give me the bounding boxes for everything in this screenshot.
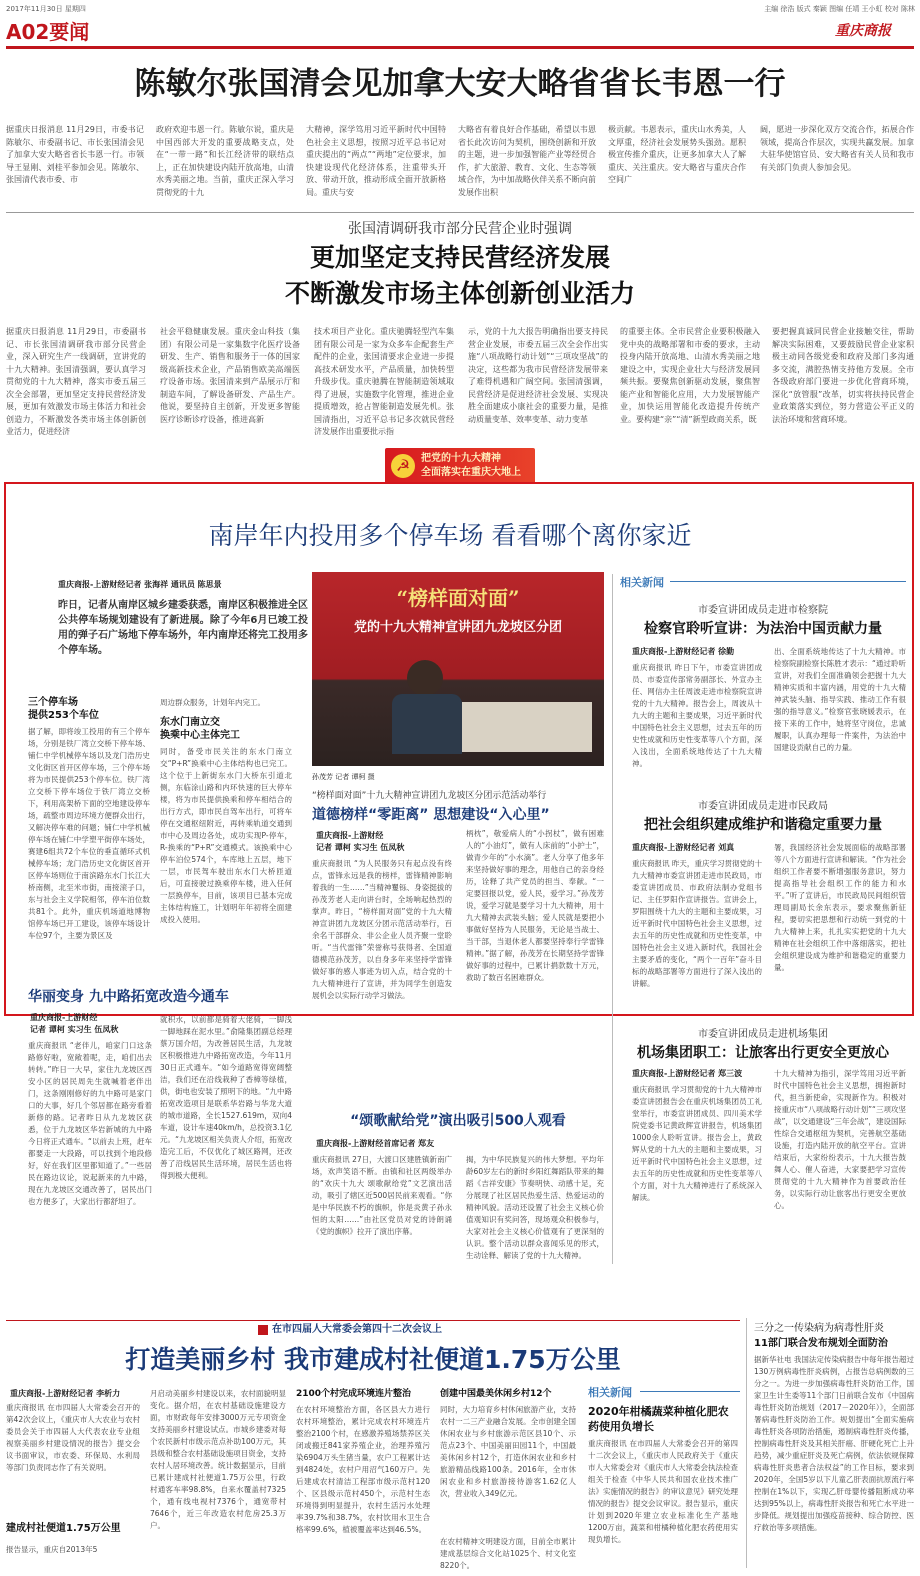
- village-related-headline: 2020年柑橘蔬菜种植化肥农药使用负增长: [588, 1405, 729, 1433]
- related-2-col1: 重庆商报讯 昨天，重庆学习贯彻党的十九大精神市委宣讲团走进市民政局，市委宣讲团成员、市政府法制办党组书记、主任罗阳作宣讲报告。宣讲会上，罗阳围绕十九大的主题和主要成果，习近平新时代中国特色社会主义思想，过去五年的历史性成就和历史性变革，中国特色社会主义进入新时代，我国社会主要矛盾的变化，“两个一百年”奋斗目标的战略部署等方面进行了深入浅出的讲解。: [632, 859, 762, 988]
- song-col1: 重庆商报讯 27日，大渡口区建胜镇新南广场，欢声笑语不断。由镇和社区两级举办的“欢庆十九大 颂歌献给党”文艺演出活动，吸引了辖区近500居民前来观看。“你是中华民族不朽的旗帜，你是炎黄子孙永恒的太阳……”由社区党员对党的诗朗诵《党的旗帜》拉开了演出序幕。: [312, 1155, 452, 1236]
- related-3-byline: 重庆商报-上游财经记者 郑三波: [632, 1069, 743, 1078]
- village-kicker: 在市四届人大常委会第四十二次会议上: [272, 1324, 442, 1335]
- banner-line-1: 把党的十九大精神: [421, 453, 501, 464]
- related-2-byline: 重庆商报-上游财经记者 刘真: [632, 843, 735, 852]
- second-story-col3: 技术项目产业化。重庆驰腾轻型汽车集团有限公司是一家为众多车企配套生产配件的企业，张国清要求企业进一步提高技术研发水平，产品质量，加快转型升级步伐。重庆驰腾在智能制造领域取得了进展，实施数字化管理，推进企业提质增效，抢占智能制造发展先机。张国清指出，习近平总书记多次就民营经济发展作出重要批示指: [314, 327, 454, 436]
- village-col1: 重庆商报讯 在市四届人大常委会召开的第42次会议上，《重庆市人大农业与农村委员会关于市四届人大代表农业专业组视察美丽乡村建设情况的报告》提交会议书面审议，市农委、环保局、水利局等部门负责同志作了有关说明。: [6, 1403, 140, 1472]
- village-col4: 同时，大力培育乡村休闲旅游产业，支持农村一二三产业融合发展。全市创建全国休闲农业与乡村旅游示范区县10个、示范点23个、中国美丽田园11个，中国最美休闲乡村12个，打造休闲农业和乡村旅游精品线路100条。2016年，全市休闲农业和乡村旅游接待游客1.62亿人次，营业收入349亿元。: [440, 1405, 576, 1498]
- parking-col2-top: 周边群众服务，计划年内完工。: [160, 698, 265, 707]
- top-headline: 陈敏尔张国清会见加拿大安大略省省长韦恩一行: [134, 66, 786, 102]
- related-2-kicker: 市委宣讲团成员走进市民政局: [698, 801, 828, 812]
- village-subhead-3: 创建中国最美休闲乡村12个: [440, 1389, 552, 1399]
- village-related-body: 重庆商报讯 在市四届人大常委会召开的第四十二次会议上，《重庆市人民政府关于《重庆市人大常委会对《重庆市人大常委会执法检查组关于检查《中华人民共和国农业技术推广法》实施情况的报告》的审议意见》研究处理情况的报告》提交会议审议。报告显示，重庆计划到2020年建立农业标准化生产基地1200万亩，蔬菜和柑橘种植化肥农药使用实现负增长。: [588, 1439, 738, 1544]
- road-headline: 华丽变身 九中路拓宽改造今通车: [28, 989, 229, 1005]
- parking-col1: 据了解，即将竣工投用的有三个停车场，分别是铁厂湾立交桥下停车场、铺仁中学机械停车场以及龙门浩历史文化街区首开区停车场，三个停车场将为市民提供253个停车位。铁厂湾立交桥下停车场位于铁厂湾立交桥下，利用高架桥下面的空地建设停车场，疏整市周边环境方便群众出行，又解决停车难的问题；铺仁中学机械停车场在铺仁中学塑平街停车场处，赛建6组共72个车位的垂直循环式机械停车场；龙门浩历史文化街区首开区停车场则位于南滨路东水门长江大桥南侧，北至米市街，南接滚子口，东与社会主义学院相邻，停车泊位数共81个。此外，重庆机场道地博物馆停车场已开工建设，该停车场设计车位97个，主要为景区及: [28, 727, 150, 940]
- related-3-headline: 机场集团职工：让旅客出行更安全更放心: [637, 1045, 889, 1061]
- epidemic-headline: 11部门联合发布规划全面防治: [754, 1338, 888, 1349]
- party-emblem-icon: ☭: [391, 454, 415, 478]
- related-1-byline: 重庆商报-上游财经记者 徐勤: [632, 647, 735, 656]
- related-1-col1: 重庆商报讯 昨日下午，市委宣讲团成员、市委宣传部常务副部长、外宣办主任、网信办主任周波走进市检察院宣讲党的十九大精神。报告会上，周波从十九大的主题和主要成果，习近平新时代中国特色社会主义思想，过去五年的历史性成就和历史性变革等八个方面，深入浅出，全面系统地传达了十九大精神。: [632, 663, 762, 768]
- section-label: A02要闻: [6, 20, 90, 44]
- second-story-col5: 的重要主体。全市民营企业要积极融入党中央的战略部署和市委的要求，主动投身内陆开放高地、山清水秀美丽之地建设之中，实现企业壮大与经济发展同频共振。要聚焦创新驱动发展，聚焦智能产业和智能化应用，大力发展智能产业，加快运用智能化改造提升传统产业。要构建“亲”“清”新型政商关系，既: [620, 327, 760, 424]
- campaign-banner: [385, 448, 535, 484]
- village-related-label: 相关新闻: [588, 1386, 632, 1399]
- related-3-col1: 重庆商报讯 学习贯彻党的十九大精神市委宣讲团报告会在重庆机场集团员工礼堂举行，市委宣讲团成员、四川美术学院党委书记黄政辉宣讲报告，机场集团1000余人聆听宣讲。报告会上，黄政辉从党的十九大的主题和主要成果，习近平新时代中国特色社会主义思想，过去五年的历史性成就和历史性变革等八个方面，对十九大精神进行了系统深入解读。: [632, 1085, 762, 1202]
- road-col1: 重庆商报讯 “老伴儿，咱家门口这条路修好啦，宽敞着呢，走，咱们出去转转。”昨日一大早，家住九龙坡区西安小区的居民周先生就喊着老伴出门，这条刚刚修好的九中路可是家门口的大事，好几个邻居都在路旁看着新修的路。记者昨日从九龙坡区获悉，位于九龙坡区华岩新城的九中路今日将正式通车。“以前去上班，赶车都要走一大段路，可以找到个地段修好，好在我们区里都知道了。”一些居民在路边议论，说起新来的九中路，现在九龙坡区交通改善了，居民出门也方便多了，大家出行都舒坦了。: [28, 1041, 152, 1206]
- second-story-col1: 据重庆日报消息 11月29日，市委副书记、市长张国清调研我市部分民营企业，深入研究生产一线调研，宣讲党的十九大精神。张国清强调，要认真学习贯彻党的十九大精神，落实市委五届三次全会部署，更加坚定支持民营经济发展，更加有效激发市场主体活力和社会创造力，不断激发各类市场主体创新创业活力，促进经济: [6, 327, 146, 436]
- second-story-col2: 社会平稳健康发展。重庆金山科技（集团）有限公司是一家集数字化医疗设备研发、生产、销售和服务于一体的国家级高新技术企业，产品销售欧美高端医疗设备市场。张国清来到产品展示厅和制造车间，了解设备研发、产品生产。他说，要坚持自主创新，开发更多智能医疗诊断诊疗设备，推进高新: [160, 327, 300, 424]
- second-story-col4: 示，党的十九大报告明确指出要支持民营企业发展，市委五届三次全会作出实施“八项战略行动计划”“三项攻坚战”的决定，这些都为我市民营经济发展带来了难得机遇和广阔空间。张国清强调，民营经济是促进经济社会发展、实现决胜全面建成小康社会的重要力量，是推动质量变革、效率变革、动力变革: [468, 327, 608, 424]
- parking-subhead-2: 东水门南立交 换乘中心主体完工: [160, 717, 240, 741]
- square-bullet-icon: [258, 1325, 268, 1335]
- village-rule: [6, 1320, 740, 1321]
- village-col2: 月启动美丽乡村建设以来，农村面貌明显变化。据介绍，在农村基础设施建设方面，市财政每年安排3000万元专项资金支持美丽乡村建设试点。市城乡建委对每个农民新村市级示范点补助100万元，其县级和整合农村基础设施项目资金，支持农村人居环境改善。统计数据显示，目前已累计建成村社便道1.75万公里，行政村通客车率98.8%，自来水覆盖村7325个，通有线电视村7376个，通宽带村7646个，近三年改造农村危房25.3万户。: [150, 1389, 286, 1530]
- photo-slogan: “榜样面对面”: [396, 586, 520, 610]
- second-kicker: 张国清调研我市部分民营企业时强调: [348, 221, 572, 237]
- song-col2: 揭，为中华民族复兴的伟大梦想。平均年龄60岁左右的新时乡阳红舞蹈队带来的舞蹈《吉祥安康》节奏明快、动感十足，充分展现了社区居民热爱生活、热爱运动的精神风貌。活动还设置了社会主义核心价值观知识有奖问答，现场观众积极参与，大家对社会主义核心价值观有了更深刻的认识。整个活动以群众喜闻乐见的形式，生动诠释、解读了党的十九大精神。: [466, 1155, 604, 1260]
- epidemic-kicker: 三分之一传染病为病毒性肝炎: [754, 1323, 884, 1334]
- second-headline-2: 不断激发市场主体创新创业活力: [284, 279, 635, 308]
- model-col2: 柄枕”，敬爱病人的“小拐杖”，做有困难人的“小油灯”，做有人床前的“小护士”，做青少年的“小水滴”。老人分享了他多年来坚持做好事的理念，用他自己的亲身经历，诠释了共产党员的担当、奉献。“一定要回报以党，爱人民，爱学习。”孙茂芳说，爱学习就是要学习十九大精神，用十九大精神去武装头脑；爱人民就是要把小事做好坚持为人民服务，无论是当战士、当干部，当退休老人都要坚持奉行学雷锋精神。”据了解，孙茂芳在长期坚持学雷锋做好事的过程中，已累计捐款数十万元，救助了数百名困难群众。: [466, 829, 604, 982]
- top-story-col2: 政府欢迎韦恩一行。陈敏尔说，重庆是中国西部大开发的重要战略支点，处在“一带一路”和长江经济带的联结点上，正在加快建设内陆开放高地，山清水秀美丽之地。当前，重庆正深入学习贯彻党的十九: [156, 125, 294, 197]
- village-byline: 重庆商报-上游财经记者 李析力: [10, 1389, 121, 1398]
- related-2-col2: 署，我国经济社会发展面临的战略部署等八个方面进行宣讲和解读。“作为社会组织工作者要不断增强服务意识，努力提高指导社会组织工作的能力和水平。”听了宣讲后，市民政局民间组织管理局副局长余东表示，要求聚焦新征程，要切实把思想和行动统一到党的十九大精神上来，扎扎实实把党的十九大精神在社会组织工作中落细落实，把社会组织建设成为维护和谐稳定的重要力量。: [774, 843, 906, 972]
- speaker-body: [392, 694, 462, 754]
- road-col2: 就积水，以前都是骑着大佬骑，一脚浅一脚地踩在泥水里。”俞隆集团副总经理蔡万国介绍，为改善居民生活，九龙坡区积极推进九中路拓宽改造，今年11月30日正式通车。“如今道路宽得宽阔整洁，我们还在沿线栽种了香樟等绿植，供，街电也安装了照明下的地。“九中路拓宽改造项目是联系华岩路与华龙大道的城市道路，全长1527.619m，双向4车道，设计车速40km/h，总投资3.1亿元。“九龙坡区相关负责人介绍，拓宽改造完工后，不仅优化了城区路网，还改善了沿线居民生活环境，居民生活也将得到极大便利。: [160, 1015, 292, 1180]
- editors-credit: 主编 徐浩 版式 秦颖 图编 任靖 王小虹 校对 陈林: [764, 5, 915, 13]
- related-3-col2: 十九大精神为指引，深学笃用习近平新时代中国特色社会主义思想，拥抱新时代，担当新使命，实现新作为。积极对接重庆市“八项战略行动计划”“三项攻坚战”，以交通建设“三年会战”，建设国际性综合交通枢纽为契机，完善航空基础设施，打造内陆开放的航空平台。宣讲结束后，大家纷纷表示，十九大报告鼓舞人心、催人奋进，大家要把学习宣传贯彻党的十九大精神作为首要政治任务，以实际行动让旅客出行更安全更放心。: [774, 1069, 906, 1210]
- banner-line-2: 全面落实在重庆大地上: [421, 467, 521, 478]
- village-subhead-2: 2100个村完成环境连片整治: [296, 1389, 412, 1399]
- road-byline: 重庆商报-上游财经 记者 谭柯 实习生 伍凤秋: [30, 1013, 119, 1034]
- related-rule: [670, 581, 906, 582]
- top-story-col4: 大略省有着良好合作基础，希望以韦恩省长此次访问为契机，围绕创新和开放的主题，进一步加强智能产业等经贸合作，扩大旅游、教育、文化、生态等领域合作，为中加战略伙伴关系不断向前发展作出积: [458, 125, 596, 197]
- village-col4b: 在农村精神文明建设方面，目前全市累计建成基层综合文化站1025个、村文化室8220个。: [440, 1537, 576, 1570]
- epidemic-divider: [746, 1318, 747, 1568]
- second-story-col6: 要把握真诚同民营企业接触交往，帮助解决实际困难，又要鼓励民营企业家积极主动同各级党委和政府及部门多沟通多交流，满腔热情支持他方发展。全市各级政府部门要进一步优化营商环境，深化“放管服”改革，切实将扶持民营企业政策落实到位，努力营造公平正义的法治环境和营商环境。: [772, 327, 914, 424]
- parking-col2: 同时，备受市民关注的东水门南立交“P+R”换乘中心主体结构也已完工。这个位于上新街东水门大桥东引道北侧，东临涂山路和内环快速的巨大停车楼，将为市民提供换乘和停车相结合的出行方式，即市民自驾车出行，可将车停在交通枢纽附近，再转乘轨道交通到市中心及周边各处，成功实现P-停车，R-换乘的“P+R”交通模式。该换乘中心停车泊位574个，车库地上五层，地下一层，市民驾车驶出东水门大桥匝道后，可直接驶过换乘停车楼，进入任何一层换停车，目前，该项目已基本完成主体结构施工，计划明年年初将全面建成投入使用。: [160, 747, 292, 924]
- model-headline: 道德榜样“零距离” 思想建设“入心里”: [312, 807, 550, 823]
- speaker-head: [407, 660, 443, 696]
- photo-caption: 孙茂芳 记者 谭柯 摄: [312, 773, 375, 781]
- village-col3: 在农村环境整治方面，各区县大力进行农村环境整治，累计完成农村环境连片整治2100个村，在感激养殖场禁养区关闭或搬迁841家养殖企业，治理养殖污染6904万头生猪当量，农户工程累计达到4824处，农村户用沼气160万户。先后建成农村清洁工程部市级示范村120个、区县级示范村450个，示范村生态环境得到明显提升，农村生活污水处理率39.7%和38.7%，农村饮用水卫生合格率99.6%，植被覆盖率达到46.5%。: [296, 1405, 430, 1534]
- photo-banner-text: 党的十九大精神宣讲团九龙坡区分团: [353, 620, 562, 635]
- event-photo: [312, 572, 604, 766]
- top-story-col5: 极贡献。韦恩表示，重庆山水秀美，人文厚重，经济社会发展势头强劲。愿积极宣传推介重庆，让更多加拿大人了解重庆、关注重庆。安大略省与重庆合作空间广: [608, 125, 746, 184]
- village-col1b: 报告显示，重庆自2013年5: [6, 1545, 98, 1554]
- brand-logo: 重庆商报: [835, 23, 891, 39]
- issue-date: 2017年11月30日 星期四: [6, 5, 86, 13]
- related-1-kicker: 市委宣讲团成员走进市检察院: [698, 605, 828, 616]
- epidemic-body: 据新华社电 我国法定传染病报告中每年报告超过130万例病毒性肝炎病例，占报告总病例数的三分之一。为进一步加强病毒性肝炎防治工作，国家卫生计生委等11个部门日前联合发布《中国病毒性肝炎防治规划（2017－2020年）》，全面部署病毒性肝炎防治工作。规划提出“全面实施病毒性肝炎各项防治措施，遏制病毒性肝炎传播，控制病毒性肝炎及其相关肝癌、肝硬化死亡上升趋势，减少重症肝炎及死亡病例，依法依规保障病毒性肝炎患者合法权益”的工作目标，要求到2020年，全国5岁以下儿童乙肝表面抗原流行率控制在1%以下，实现乙肝母婴传播阻断成功率达到95%以上，病毒性肝炎报告和死亡水平进一步降低。规划提出加强疫苗接种、综合防控、医疗救治等多项措施。: [754, 1355, 914, 1532]
- related-2-headline: 把社会组织建成维护和谐稳定重要力量: [644, 817, 882, 833]
- song-byline: 重庆商报-上游财经首席记者 郑友: [316, 1139, 435, 1148]
- village-subhead-1: 建成村社便道1.75万公里: [6, 1523, 121, 1534]
- parking-byline: 重庆商报-上游财经记者 张海祥 通讯员 陈思景: [58, 580, 222, 589]
- related-label: 相关新闻: [620, 576, 664, 589]
- top-story-col1: 据重庆日报消息 11月29日，市委书记陈敏尔、市委副书记、市长张国清会见了加拿大安大略省省长韦恩一行。市领导王显刚、刘桂平参加会见。陈敏尔、张国清代表市委、市: [6, 125, 144, 184]
- song-headline: “颂歌献给党”演出吸引500人观看: [350, 1113, 566, 1129]
- podium: [462, 702, 592, 752]
- model-byline: 重庆商报-上游财经 记者 谭柯 实习生 伍凤秋: [316, 831, 405, 852]
- village-headline: 打造美丽乡村 我市建成村社便道1.75万公里: [125, 1345, 621, 1374]
- top-story-col3: 大精神，深学笃用习近平新时代中国特色社会主义思想，按照习近平总书记对重庆提出的“两点”“两地”定位要求，加快建设现代化经济体系，注重带头开放、带动开放，推动形成全面开放新格局。重庆与安: [306, 125, 446, 197]
- masthead-rule: [6, 46, 914, 49]
- related-divider: [612, 574, 613, 1264]
- related-3-kicker: 市委宣讲团成员走进机场集团: [698, 1029, 828, 1040]
- parking-lead: 昨日，记者从南岸区城乡建委获悉，南岸区积极推进全区公共停车场规划建设有了新进展。除了今年6月已竣工投用的弹子石广场地下停车场外，年内南岸还将完工投用多个停车场。: [58, 600, 308, 656]
- parking-subhead-1: 三个停车场 提供253个车位: [28, 697, 99, 721]
- divider: [6, 212, 914, 213]
- second-headline-1: 更加坚定支持民营经济发展: [309, 243, 610, 272]
- related-1-headline: 检察官聆听宣讲：为法治中国贡献力量: [644, 621, 882, 637]
- village-related-rule: [640, 1391, 740, 1392]
- related-1-col2: 出、全面系统地传达了十九大精神。市检察院副检察长陈胜才表示：“通过聆听宣讲，对我们全面准确领会把握十九大精神实质和丰富内涵，用党的十九大精神武装头脑、指导实践、推动工作有很强的指导意义。”检察官张晓媛表示，在接下来的工作中，她将坚守岗位，忠诚履职，认真办理每一件案件，为法治中国建设贡献自己的力量。: [774, 647, 906, 752]
- model-kicker: “榜样面对面”十九大精神宣讲团九龙坡区分团示范活动举行: [312, 791, 547, 801]
- road-col3-spacer: [160, 1224, 292, 1226]
- top-story-col6: 阔，愿进一步深化双方交流合作，拓展合作领域，提高合作层次，实现共赢发展。加拿大驻华使馆官员、安大略省有关人员和我市有关部门负责人参加会见。: [760, 125, 914, 172]
- parking-headline: 南岸年内投用多个停车场 看看哪个离你家近: [208, 521, 692, 550]
- model-col1: 重庆商报讯 “为人民服务只有起点没有终点，雷锋永远是我的榜样，雷锋精神影响着我的一生……”当精神矍铄、身姿挺拔的孙茂芳老人走向讲台时，全场响起热烈的掌声。昨日，“榜样面对面”党的十九大精神宣讲团九龙坡区分团示范活动举行，百余名干部群众、非公企业人员齐聚一堂聆听。“当代雷锋”荣誉称号获得者、全国道德模范孙茂芳，以自身多年来坚持学雷锋做好事的感人事迹为切入点，结合党的十九大精神进行了宣讲，并为同学生创造发展机会以实际行动学习做法。: [312, 859, 452, 1000]
